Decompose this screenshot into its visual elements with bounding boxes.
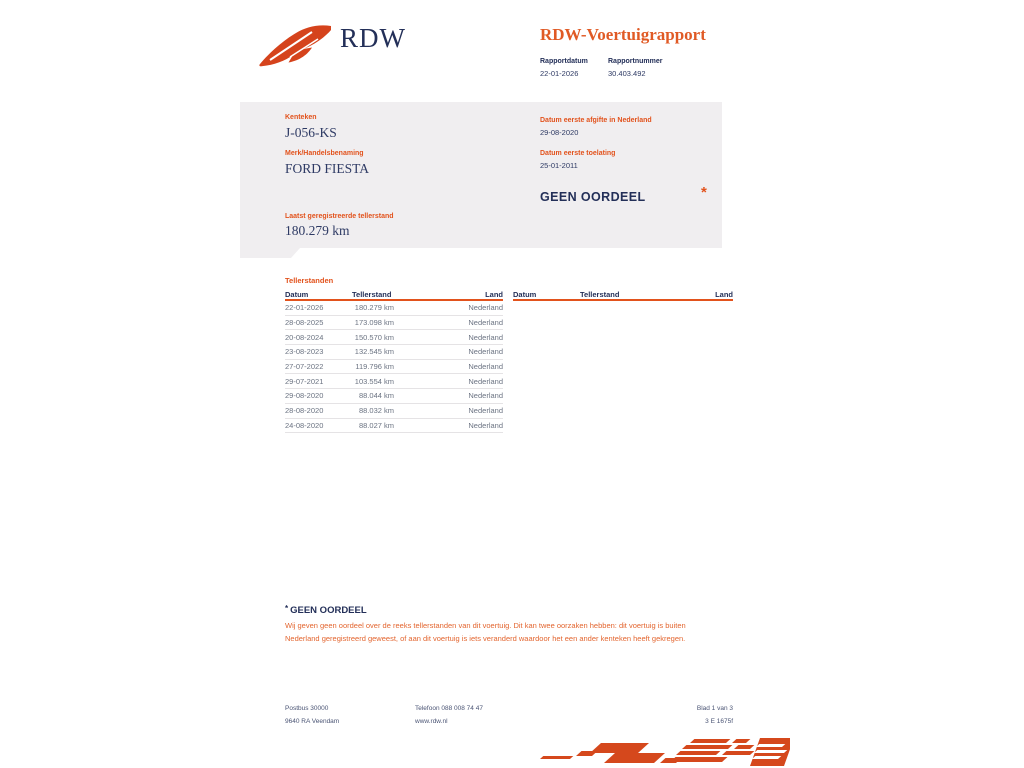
column-header-tellerstand: Tellerstand — [580, 290, 620, 299]
column-header-datum: Datum — [285, 290, 309, 299]
row-datum: 28-08-2020 — [285, 406, 324, 416]
kenteken-value: J-056-KS — [285, 125, 337, 140]
table-row — [285, 404, 503, 419]
rdw-wordmark: RDW — [340, 23, 406, 53]
footer-pagination — [633, 702, 733, 728]
eerste-toelating-label: Datum eerste toelating — [540, 150, 616, 157]
row-tellerstand: 180.279 km — [354, 303, 394, 313]
report-title: RDW-Voertuigrapport — [540, 25, 706, 44]
table-row — [285, 389, 503, 404]
footnote-heading — [285, 604, 367, 616]
footer-phone: Telefoon 088 008 74 47 — [415, 705, 483, 712]
row-tellerstand: 119.796 km — [355, 362, 394, 372]
row-datum: 23-08-2023 — [285, 347, 324, 357]
row-land: Nederland — [468, 391, 503, 401]
table-row — [285, 316, 503, 331]
table-header — [513, 290, 733, 301]
row-tellerstand: 103.554 km — [354, 376, 394, 386]
row-land: Nederland — [468, 347, 503, 357]
rdw-stripes-decoration-icon — [540, 736, 790, 768]
report-number-label: Rapportnummer — [608, 58, 663, 65]
column-header-tellerstand: Tellerstand — [352, 290, 392, 299]
row-tellerstand: 173.098 km — [354, 318, 394, 328]
report-date-label: Rapportdatum — [540, 58, 588, 65]
table-row — [285, 345, 503, 360]
merk-label: Merk/Handelsbenaming — [285, 150, 364, 157]
table-body — [285, 301, 503, 433]
tellerstanden-section-label: Tellerstanden — [285, 276, 334, 285]
verdict-text: GEEN OORDEEL — [540, 190, 646, 204]
row-land: Nederland — [468, 303, 503, 313]
vehicle-summary-box-tab — [240, 248, 300, 258]
row-tellerstand: 150.570 km — [354, 332, 394, 342]
tellerstanden-table-left — [285, 290, 503, 433]
footer-address-line1: Postbus 30000 — [285, 705, 329, 712]
report-date-value: 22-01-2026 — [540, 69, 579, 78]
footnote-body: Wij geven geen oordeel over de reeks tellerstanden van dit voertuig. Dit kan twee oorzaken hebben: dit voertuig is buiten Nederland geregistreerd geweest, of aan dit voertuig is iets veranderd waardoor het een ander kenteken heeft gekregen. — [285, 621, 686, 643]
footer-address-line2: 9640 RA Veendam — [285, 718, 340, 725]
row-datum: 20-08-2024 — [285, 332, 324, 342]
column-header-land: Land — [485, 290, 503, 299]
column-header-datum: Datum — [513, 290, 537, 299]
row-land: Nederland — [468, 318, 503, 328]
footnote-asterisk-marker: * — [285, 604, 289, 613]
row-tellerstand: 88.027 km — [358, 420, 394, 430]
row-datum: 27-07-2022 — [285, 362, 324, 372]
row-land: Nederland — [468, 362, 503, 372]
table-header — [285, 290, 503, 301]
row-tellerstand: 132.545 km — [354, 347, 394, 357]
row-datum: 28-08-2025 — [285, 318, 324, 328]
row-datum: 29-07-2021 — [285, 376, 324, 386]
row-land: Nederland — [468, 420, 503, 430]
laatste-tellerstand-label: Laatst geregistreerde tellerstand — [285, 213, 394, 220]
row-land: Nederland — [468, 332, 503, 342]
footer-contact — [415, 702, 483, 728]
tellerstanden-table-right — [513, 290, 733, 301]
row-tellerstand: 88.032 km — [358, 406, 394, 416]
laatste-tellerstand-value: 180.279 km — [285, 223, 350, 238]
row-land: Nederland — [468, 406, 503, 416]
rdw-logo — [256, 22, 406, 68]
table-row — [285, 360, 503, 375]
row-tellerstand: 88.044 km — [358, 391, 394, 401]
eerste-afgifte-label: Datum eerste afgifte in Nederland — [540, 117, 652, 124]
row-datum: 24-08-2020 — [285, 420, 324, 430]
footer-address — [285, 702, 339, 728]
verdict-asterisk-marker: * — [701, 184, 707, 201]
table-row — [285, 301, 503, 316]
footer-page-number: Blad 1 van 3 — [696, 705, 733, 712]
footer-form-code: 3 E 1675f — [705, 718, 733, 725]
report-number-value: 30.403.492 — [608, 69, 646, 78]
row-datum: 22-01-2026 — [285, 303, 324, 313]
footer-website: www.rdw.nl — [415, 718, 448, 725]
row-land: Nederland — [468, 376, 503, 386]
table-row — [285, 419, 503, 434]
eerste-toelating-value: 25-01-2011 — [540, 161, 578, 170]
row-datum: 29-08-2020 — [285, 391, 324, 401]
table-row — [285, 330, 503, 345]
kenteken-label: Kenteken — [285, 114, 317, 121]
footnote-heading-text: GEEN OORDEEL — [290, 605, 367, 616]
rdw-bird-icon — [256, 22, 332, 68]
eerste-afgifte-value: 29-08-2020 — [540, 128, 579, 137]
merk-value: FORD FIESTA — [285, 161, 370, 176]
column-header-land: Land — [715, 290, 733, 299]
table-row — [285, 374, 503, 389]
